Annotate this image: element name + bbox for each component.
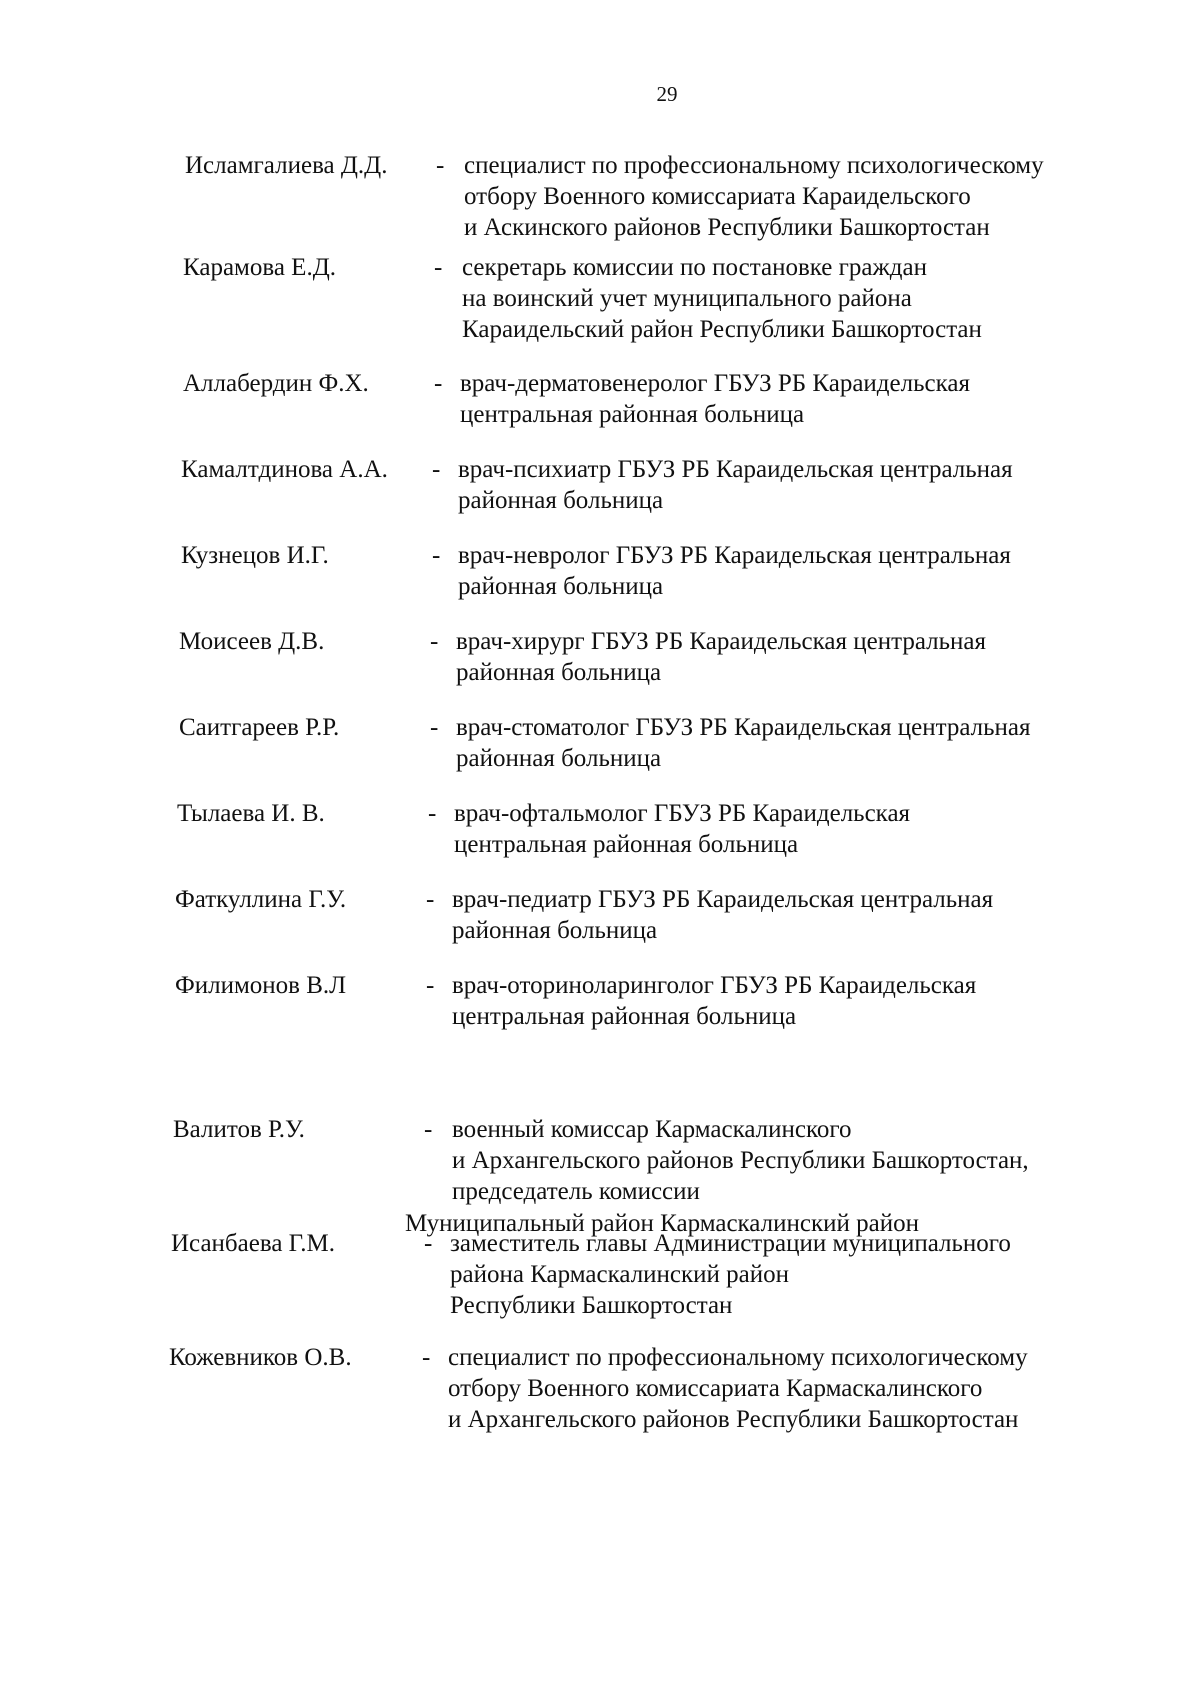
- position-line: врач-стоматолог ГБУЗ РБ Караидельская центральная: [456, 714, 1031, 741]
- entry-dash: -: [434, 254, 443, 281]
- position-line: центральная районная больница: [460, 401, 805, 428]
- position-line: специалист по профессиональному психологическому: [464, 152, 1044, 179]
- member-position: [460, 368, 1120, 430]
- member-position: [452, 1114, 1112, 1207]
- position-line: районная больница: [458, 573, 664, 600]
- position-line: районная больница: [458, 487, 664, 514]
- position-line: врач-оториноларинголог ГБУЗ РБ Караидельская: [452, 972, 977, 999]
- member-position: [458, 540, 1118, 602]
- position-line: Республики Башкортостан: [450, 1292, 733, 1319]
- member-position: [456, 626, 1116, 688]
- member-name: Исламгалиева Д.Д.: [185, 152, 388, 179]
- member-position: [452, 970, 1112, 1032]
- position-line: специалист по профессиональному психологическому: [448, 1344, 1028, 1371]
- member-position: [448, 1342, 1108, 1435]
- entry-dash: -: [426, 972, 435, 999]
- position-line: военный комиссар Кармаскалинского: [452, 1116, 852, 1143]
- position-line: и Аскинского районов Республики Башкортостан: [464, 214, 990, 241]
- position-line: центральная районная больница: [452, 1003, 797, 1030]
- position-line: Караидельский район Республики Башкортостан: [462, 316, 982, 343]
- entry-dash: -: [436, 152, 445, 179]
- member-name: Моисеев Д.В.: [179, 628, 325, 655]
- position-line: района Кармаскалинский район: [450, 1261, 790, 1288]
- position-line: врач-педиатр ГБУЗ РБ Караидельская центральная: [452, 886, 994, 913]
- member-name: Камалтдинова А.А.: [181, 456, 388, 483]
- member-name: Фаткуллина Г.У.: [175, 886, 347, 913]
- position-line: районная больница: [452, 917, 658, 944]
- member-position: [456, 712, 1116, 774]
- position-line: районная больница: [456, 745, 662, 772]
- entry-dash: -: [426, 886, 435, 913]
- member-position: [452, 884, 1112, 946]
- member-position: [464, 150, 1124, 243]
- member-position: [462, 252, 1122, 345]
- member-position: [458, 454, 1118, 516]
- position-line: врач-невролог ГБУЗ РБ Караидельская центральная: [458, 542, 1011, 569]
- page-number: 29: [656, 82, 678, 106]
- entry-dash: -: [430, 714, 439, 741]
- position-line: председатель комиссии: [452, 1178, 700, 1205]
- position-line: врач-психиатр ГБУЗ РБ Караидельская центральная: [458, 456, 1013, 483]
- member-position: [450, 1228, 1110, 1321]
- member-name: Валитов Р.У.: [173, 1116, 305, 1143]
- member-name: Исанбаева Г.М.: [171, 1230, 336, 1257]
- member-name: Филимонов В.Л: [175, 972, 347, 999]
- member-name: Кожевников О.В.: [169, 1344, 352, 1371]
- entry-dash: -: [432, 542, 441, 569]
- position-line: врач-дерматовенеролог ГБУЗ РБ Караидельская: [460, 370, 970, 397]
- member-name: Аллабердин Ф.Х.: [183, 370, 369, 397]
- member-position: [454, 798, 1114, 860]
- entry-dash: -: [430, 628, 439, 655]
- member-name: Карамова Е.Д.: [183, 254, 337, 281]
- position-line: отбору Военного комиссариата Караидельского: [464, 183, 971, 210]
- entry-dash: -: [434, 370, 443, 397]
- position-line: заместитель главы Администрации муниципального: [450, 1230, 1011, 1257]
- member-name: Тылаева И. В.: [177, 800, 325, 827]
- position-line: отбору Военного комиссариата Кармаскалинского: [448, 1375, 983, 1402]
- position-line: районная больница: [456, 659, 662, 686]
- entry-dash: -: [424, 1116, 433, 1143]
- entry-dash: -: [424, 1230, 433, 1257]
- entry-dash: -: [428, 800, 437, 827]
- position-line: на воинский учет муниципального района: [462, 285, 912, 312]
- position-line: секретарь комиссии по постановке граждан: [462, 254, 927, 281]
- section-heading: Муниципальный район Кармаскалинский район: [405, 1210, 919, 1237]
- member-name: Саитгареев Р.Р.: [179, 714, 340, 741]
- position-line: врач-офтальмолог ГБУЗ РБ Караидельская: [454, 800, 911, 827]
- position-line: врач-хирург ГБУЗ РБ Караидельская центральная: [456, 628, 987, 655]
- position-line: центральная районная больница: [454, 831, 799, 858]
- position-line: и Архангельского районов Республики Башкортостан: [448, 1406, 1019, 1433]
- entry-dash: -: [432, 456, 441, 483]
- position-line: и Архангельского районов Республики Башкортостан,: [452, 1147, 1029, 1174]
- entry-dash: -: [422, 1344, 431, 1371]
- member-name: Кузнецов И.Г.: [181, 542, 329, 569]
